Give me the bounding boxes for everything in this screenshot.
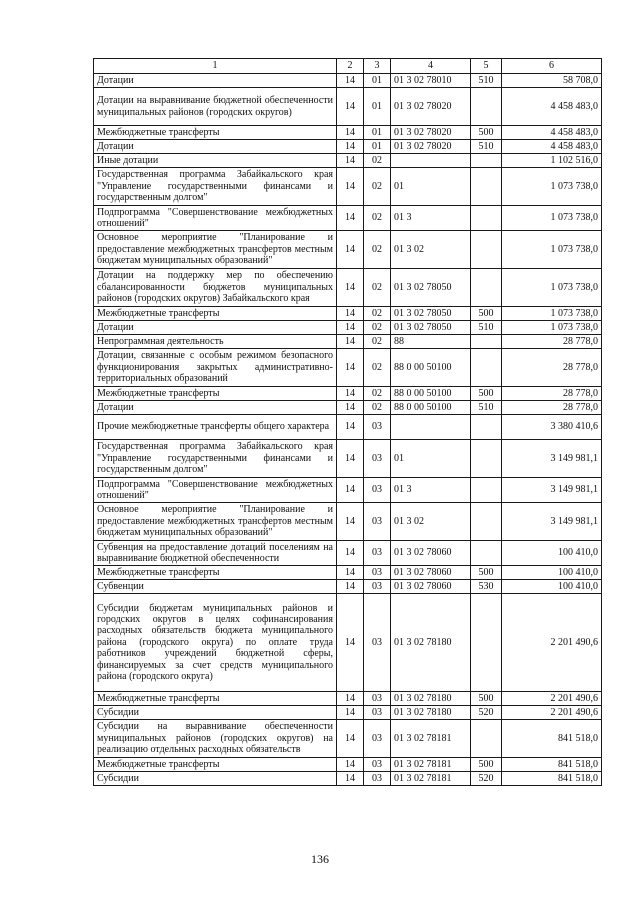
expense-type-cell [471,415,502,440]
target-article-cell: 01 [391,440,471,478]
expense-type-cell: 500 [471,307,502,321]
subsection-code-cell: 01 [364,88,391,126]
row-name-cell: Субсидии бюджетам муниципальных районов и городских округов в целях софинансирования расходных обязательств бюджета муниципального района (городского округа) по оплате труда работников учреждений бюджетной сферы, финансируемых за счет средств муниципального района (городского округа) [94,594,337,692]
subsection-code-cell: 03 [364,772,391,786]
target-article-cell: 01 3 02 [391,503,471,541]
header-cell: 4 [391,59,471,74]
row-name-cell: Дотации [94,401,337,415]
target-article-cell: 88 0 00 50100 [391,387,471,401]
row-name-cell: Подпрограмма "Совершенствование межбюджетных отношений" [94,478,337,503]
table-row [94,140,602,154]
section-code-cell: 14 [337,168,364,206]
amount-cell: 2 201 490,6 [502,706,602,720]
subsection-code-cell: 03 [364,720,391,758]
subsection-code-cell: 02 [364,387,391,401]
amount-cell: 1 073 738,0 [502,307,602,321]
expense-type-cell [471,720,502,758]
subsection-code-cell: 01 [364,140,391,154]
table-row [94,335,602,349]
subsection-code-cell: 02 [364,269,391,307]
table-row [94,269,602,307]
target-article-cell: 01 3 02 [391,231,471,269]
target-article-cell: 01 3 02 78020 [391,140,471,154]
expense-type-cell: 500 [471,758,502,772]
row-name-cell: Дотации [94,74,337,88]
table-row [94,566,602,580]
target-article-cell: 01 3 02 78010 [391,74,471,88]
amount-cell: 1 073 738,0 [502,321,602,335]
amount-cell: 841 518,0 [502,772,602,786]
row-name-cell: Государственная программа Забайкальского края "Управление государственными финансами и государственным долгом" [94,440,337,478]
section-code-cell: 14 [337,140,364,154]
section-code-cell: 14 [337,126,364,140]
table-row [94,720,602,758]
table-row [94,154,602,168]
table-row [94,231,602,269]
section-code-cell: 14 [337,387,364,401]
expense-type-cell [471,88,502,126]
subsection-code-cell: 02 [364,206,391,231]
subsection-code-cell: 03 [364,503,391,541]
row-name-cell: Дотации на выравнивание бюджетной обеспеченности муниципальных районов (городских округов) [94,88,337,126]
amount-cell: 28 778,0 [502,335,602,349]
row-name-cell: Основное мероприятие "Планирование и предоставление межбюджетных трансфертов местным бюджетам муниципальных образований" [94,231,337,269]
table-row [94,168,602,206]
section-code-cell: 14 [337,478,364,503]
expense-type-cell: 500 [471,566,502,580]
section-code-cell: 14 [337,692,364,706]
subsection-code-cell: 03 [364,706,391,720]
subsection-code-cell: 02 [364,307,391,321]
section-code-cell: 14 [337,566,364,580]
row-name-cell: Дотации [94,321,337,335]
subsection-code-cell: 02 [364,401,391,415]
target-article-cell: 01 3 02 78050 [391,307,471,321]
amount-cell: 4 458 483,0 [502,140,602,154]
table-row [94,401,602,415]
header-cell: 1 [94,59,337,74]
expense-type-cell [471,440,502,478]
section-code-cell: 14 [337,307,364,321]
amount-cell: 1 073 738,0 [502,269,602,307]
section-code-cell: 14 [337,720,364,758]
section-code-cell: 14 [337,269,364,307]
subsection-code-cell: 02 [364,231,391,269]
expense-type-cell: 530 [471,580,502,594]
expense-type-cell [471,594,502,692]
row-name-cell: Дотации на поддержку мер по обеспечению сбалансированности бюджетов муниципальных районов (городских округов) Забайкальского края [94,269,337,307]
table-row [94,503,602,541]
row-name-cell: Субсидии на выравнивание обеспеченности муниципальных районов (городских округов) на реализацию отдельных расходных обязательств [94,720,337,758]
page-number: 136 [311,852,329,866]
table-row [94,126,602,140]
section-code-cell: 14 [337,206,364,231]
target-article-cell: 01 3 02 78060 [391,566,471,580]
amount-cell: 3 149 981,1 [502,503,602,541]
table-row [94,541,602,566]
row-name-cell: Межбюджетные трансферты [94,387,337,401]
row-name-cell: Непрограммная деятельность [94,335,337,349]
expense-type-cell: 500 [471,692,502,706]
section-code-cell: 14 [337,503,364,541]
expense-type-cell [471,206,502,231]
table-row [94,206,602,231]
subsection-code-cell: 02 [364,168,391,206]
subsection-code-cell: 03 [364,478,391,503]
row-name-cell: Подпрограмма "Совершенствование межбюджетных отношений" [94,206,337,231]
row-name-cell: Субвенция на предоставление дотаций поселениям на выравнивание бюджетной обеспеченности [94,541,337,566]
amount-cell: 28 778,0 [502,387,602,401]
target-article-cell: 01 3 02 78060 [391,580,471,594]
amount-cell: 100 410,0 [502,541,602,566]
amount-cell: 3 149 981,1 [502,478,602,503]
header-cell: 5 [471,59,502,74]
amount-cell: 841 518,0 [502,720,602,758]
table-row [94,772,602,786]
section-code-cell: 14 [337,154,364,168]
expense-type-cell [471,231,502,269]
table-row [94,706,602,720]
expense-type-cell [471,503,502,541]
table-row [94,692,602,706]
amount-cell: 1 102 516,0 [502,154,602,168]
budget-table [93,58,602,786]
section-code-cell: 14 [337,88,364,126]
amount-cell: 100 410,0 [502,566,602,580]
subsection-code-cell: 01 [364,126,391,140]
subsection-code-cell: 03 [364,758,391,772]
table-row [94,387,602,401]
target-article-cell: 88 0 00 50100 [391,401,471,415]
section-code-cell: 14 [337,772,364,786]
row-name-cell: Межбюджетные трансферты [94,758,337,772]
row-name-cell: Субвенции [94,580,337,594]
table-row [94,74,602,88]
table-row [94,478,602,503]
section-code-cell: 14 [337,415,364,440]
table-row [94,307,602,321]
target-article-cell: 01 3 02 78050 [391,269,471,307]
subsection-code-cell: 02 [364,321,391,335]
expense-type-cell: 520 [471,772,502,786]
amount-cell: 2 201 490,6 [502,594,602,692]
table-row [94,321,602,335]
table-row [94,580,602,594]
row-name-cell: Иные дотации [94,154,337,168]
section-code-cell: 14 [337,349,364,387]
table-row [94,594,602,692]
expense-type-cell: 510 [471,321,502,335]
section-code-cell: 14 [337,758,364,772]
amount-cell: 100 410,0 [502,580,602,594]
amount-cell: 4 458 483,0 [502,126,602,140]
subsection-code-cell: 02 [364,349,391,387]
section-code-cell: 14 [337,401,364,415]
header-cell: 2 [337,59,364,74]
amount-cell: 58 708,0 [502,74,602,88]
section-code-cell: 14 [337,580,364,594]
target-article-cell: 01 3 02 78181 [391,758,471,772]
amount-cell: 1 073 738,0 [502,168,602,206]
expense-type-cell [471,269,502,307]
expense-type-cell: 510 [471,140,502,154]
row-name-cell: Межбюджетные трансферты [94,692,337,706]
target-article-cell [391,415,471,440]
target-article-cell: 01 3 02 78020 [391,88,471,126]
amount-cell: 28 778,0 [502,401,602,415]
target-article-cell: 01 3 [391,206,471,231]
subsection-code-cell: 03 [364,415,391,440]
target-article-cell: 88 0 00 50100 [391,349,471,387]
amount-cell: 3 149 981,1 [502,440,602,478]
expense-type-cell [471,168,502,206]
subsection-code-cell: 02 [364,335,391,349]
target-article-cell: 01 3 02 78060 [391,541,471,566]
subsection-code-cell: 02 [364,154,391,168]
expense-type-cell [471,154,502,168]
expense-type-cell: 510 [471,401,502,415]
row-name-cell: Дотации, связанные с особым режимом безопасного функционирования закрытых административно-территориальных образований [94,349,337,387]
table-header-row [94,59,602,74]
table-row [94,758,602,772]
row-name-cell: Межбюджетные трансферты [94,126,337,140]
amount-cell: 2 201 490,6 [502,692,602,706]
target-article-cell: 01 [391,168,471,206]
amount-cell: 28 778,0 [502,349,602,387]
table-row [94,88,602,126]
section-code-cell: 14 [337,231,364,269]
section-code-cell: 14 [337,440,364,478]
expense-type-cell [471,349,502,387]
table-row [94,440,602,478]
target-article-cell: 01 3 02 78180 [391,594,471,692]
expense-type-cell [471,478,502,503]
expense-type-cell [471,541,502,566]
amount-cell: 4 458 483,0 [502,88,602,126]
subsection-code-cell: 03 [364,541,391,566]
row-name-cell: Основное мероприятие "Планирование и предоставление межбюджетных трансфертов местным бюджетам муниципальных образований" [94,503,337,541]
section-code-cell: 14 [337,706,364,720]
target-article-cell: 88 [391,335,471,349]
table-row [94,415,602,440]
subsection-code-cell: 01 [364,74,391,88]
amount-cell: 1 073 738,0 [502,206,602,231]
section-code-cell: 14 [337,541,364,566]
amount-cell: 1 073 738,0 [502,231,602,269]
amount-cell: 841 518,0 [502,758,602,772]
expense-type-cell: 500 [471,387,502,401]
target-article-cell [391,154,471,168]
section-code-cell: 14 [337,74,364,88]
target-article-cell: 01 3 02 78050 [391,321,471,335]
section-code-cell: 14 [337,335,364,349]
subsection-code-cell: 03 [364,580,391,594]
target-article-cell: 01 3 [391,478,471,503]
expense-type-cell [471,335,502,349]
target-article-cell: 01 3 02 78020 [391,126,471,140]
subsection-code-cell: 03 [364,440,391,478]
expense-type-cell: 520 [471,706,502,720]
row-name-cell: Государственная программа Забайкальского края "Управление государственными финансами и государственным долгом" [94,168,337,206]
target-article-cell: 01 3 02 78180 [391,692,471,706]
section-code-cell: 14 [337,321,364,335]
table-row [94,349,602,387]
table-body [94,59,602,786]
row-name-cell: Субсидии [94,772,337,786]
target-article-cell: 01 3 02 78180 [391,706,471,720]
row-name-cell: Дотации [94,140,337,154]
row-name-cell: Межбюджетные трансферты [94,566,337,580]
target-article-cell: 01 3 02 78181 [391,720,471,758]
row-name-cell: Прочие межбюджетные трансферты общего характера [94,415,337,440]
subsection-code-cell: 03 [364,692,391,706]
expense-type-cell: 510 [471,74,502,88]
subsection-code-cell: 03 [364,566,391,580]
subsection-code-cell: 03 [364,594,391,692]
expense-type-cell: 500 [471,126,502,140]
section-code-cell: 14 [337,594,364,692]
row-name-cell: Межбюджетные трансферты [94,307,337,321]
header-cell: 3 [364,59,391,74]
row-name-cell: Субсидии [94,706,337,720]
header-cell: 6 [502,59,602,74]
amount-cell: 3 380 410,6 [502,415,602,440]
target-article-cell: 01 3 02 78181 [391,772,471,786]
